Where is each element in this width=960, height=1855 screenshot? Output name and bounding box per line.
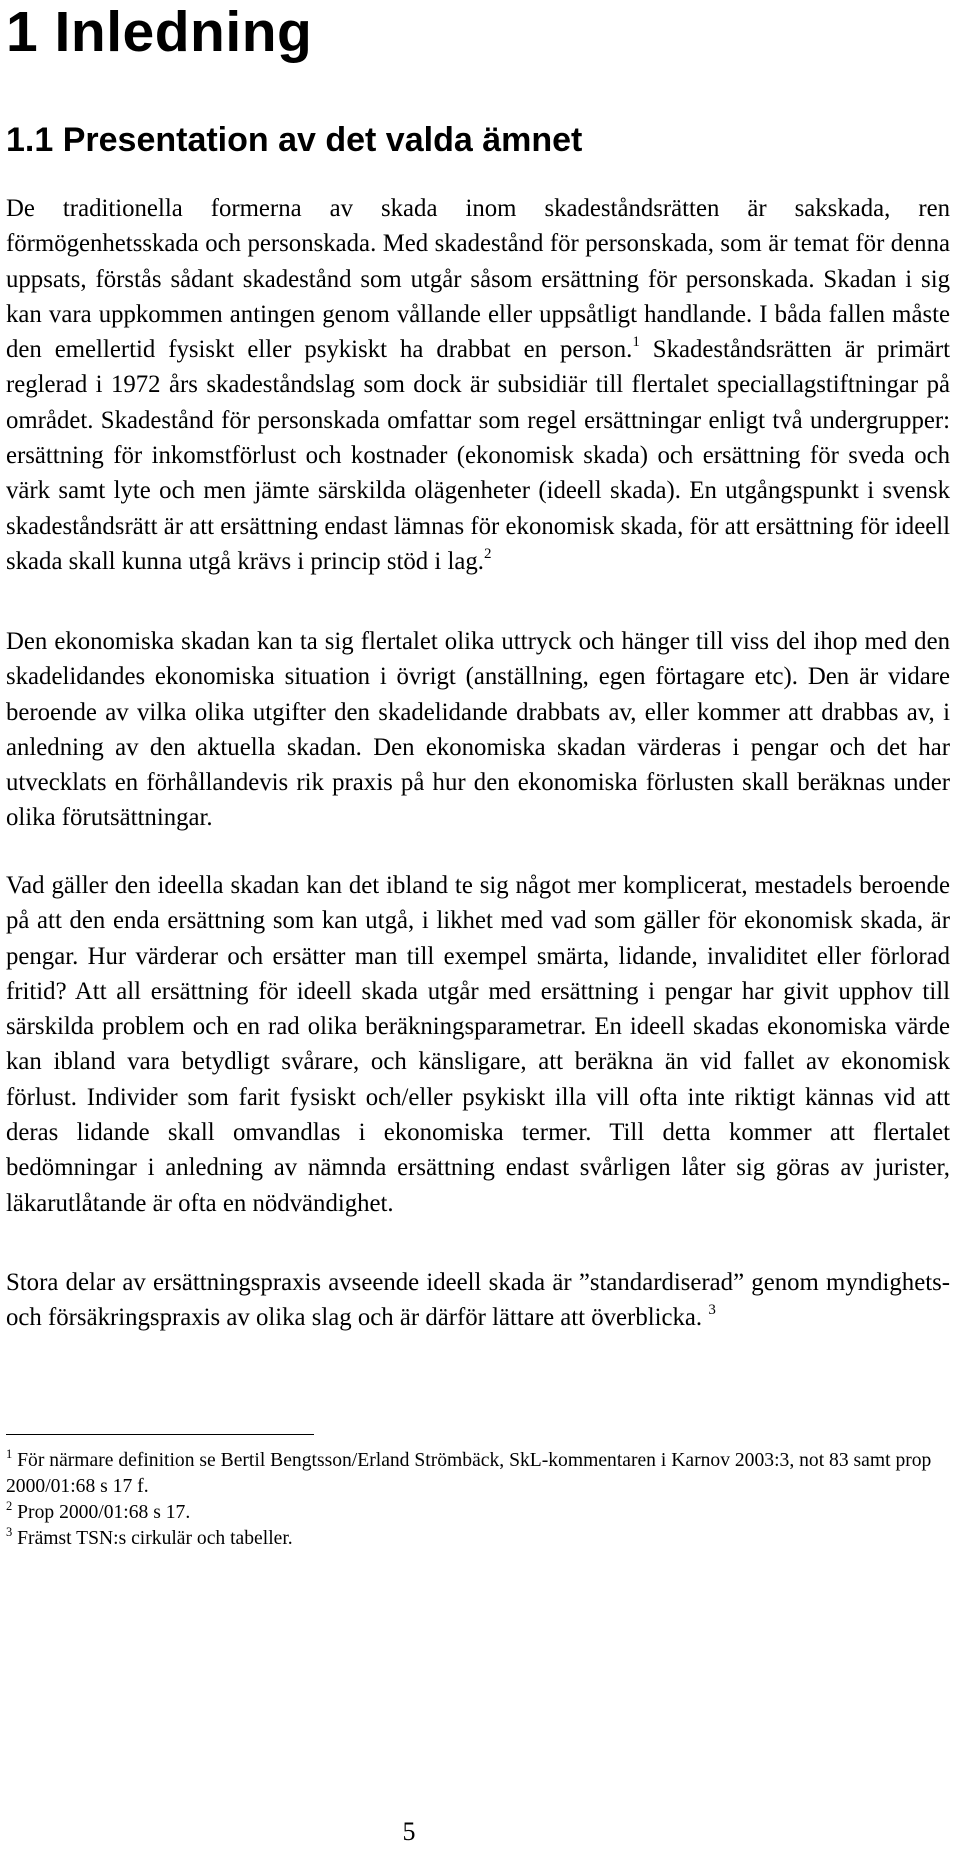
- paragraph-4: [6, 1265, 950, 1336]
- footnote-ref-1: 1: [632, 334, 640, 351]
- footnote-2: [6, 1500, 946, 1526]
- paragraph-text: Stora delar av ersättningspraxis avseende ideell skada är ”standardiserad” genom myndighets- och försäkringspraxis av olika slag och är därför lättare att överblicka.: [6, 1269, 950, 1332]
- footnote-number: 3: [6, 1525, 13, 1539]
- footnote-text: Främst TSN:s cirkulär och tabeller.: [12, 1528, 293, 1549]
- section-heading: 1.1 Presentation av det valda ämnet: [6, 121, 583, 159]
- paragraph-3: Vad gäller den ideella skadan kan det ibland te sig något mer komplicerat, mestadels beroende på att den enda ersättning som kan utgå, i likhet med vad som gäller för ekonomisk skada, är pengar. Hur värderar och ersätter man till exempel smärta, lidande, invaliditet eller förlorad fritid? Att all ersättning för ideell skada utgår med ersättning i pengar har givit upphov till särskilda problem och en rad olika beräkningsparametrar. En ideell skadas ekonomiska värde kan ibland vara betydligt svårare, och känsligare, att beräkna än vid fallet av ekonomisk förlust. Individer som farit fysiskt och/eller psykiskt illa vill ofta inte riktigt kännas vid att deras lidande skall omvandlas i ekonomiska termer. Till detta kommer att flertalet bedömningar i anledning av nämnda ersättning endast svårligen låter sig göras av jurister, läkarutlåtande är ofta en nödvändighet.: [6, 872, 950, 1217]
- paragraph-2: Den ekonomiska skadan kan ta sig flertalet olika uttryck och hänger till viss del ihop med den skadelidandes ekonomiska situation i övrigt (anställning, egen förtagare etc). Den är vidare beroende av vilka olika utgifter den skadelidande drabbats av, eller kommer att drabbas av, i anledning av den aktuella skadan. Den ekonomiska skadan värderas i pengar och det har utvecklats en förhållandevis rik praxis på hur den ekonomiska förlusten skall beräknas under olika förutsättningar.: [6, 628, 950, 832]
- footnote-ref-3: 3: [708, 1302, 716, 1319]
- footnote-text: Prop 2000/01:68 s 17.: [12, 1502, 191, 1523]
- footnote-3: [6, 1526, 946, 1552]
- paragraph-text: Skadeståndsrätten är primärt reglerad i 1972 års skadeståndslag som dock är subsidiär till flertalet speciallagstiftningar på området. Skadestånd för personskada omfattar som regel ersättningar enligt två undergrupper: ersättning för inkomstförlust och kostnader (ekonomisk skada) och ersättning för sveda och värk samt lyte och men jämte särskilda olägenheter (ideell skada). En utgångspunkt i svensk skadeståndsrätt är att ersättning endast lämnas för ekonomisk skada, för att ersättning för ideell skada skall kunna utgå krävs i princip stöd i lag.: [6, 336, 950, 575]
- footnote-separator: [6, 1434, 314, 1435]
- paragraph-text: De traditionella formerna av skada inom skadeståndsrätten är sakskada, ren förmögenhetsskada och personskada. Med skadestånd för personskada, som är temat för denna uppsats, förstås sådant skadestånd som utgår såsom ersättning för personskada. Skadan i sig kan vara uppkommen antingen genom vållande eller uppsåtligt handlande. I båda fallen måste den emellertid fysiskt eller psykiskt ha drabbat en person.: [6, 195, 950, 364]
- page-number: 5: [402, 1817, 416, 1846]
- footnote-ref-2: 2: [483, 545, 492, 562]
- chapter-heading: 1 Inledning: [6, 0, 313, 64]
- paragraph-1: [6, 191, 950, 579]
- footnote-number: 1: [6, 1447, 13, 1461]
- footnotes: [6, 1448, 946, 1552]
- footnote-text: För närmare definition se Bertil Bengtsson/Erland Strömbäck, SkL-kommentaren i Karnov 2003:3, not 83 samt prop 2000/01:68 s 17 f.: [6, 1450, 932, 1497]
- footnote-number: 2: [6, 1499, 13, 1513]
- footnote-1: [6, 1448, 946, 1500]
